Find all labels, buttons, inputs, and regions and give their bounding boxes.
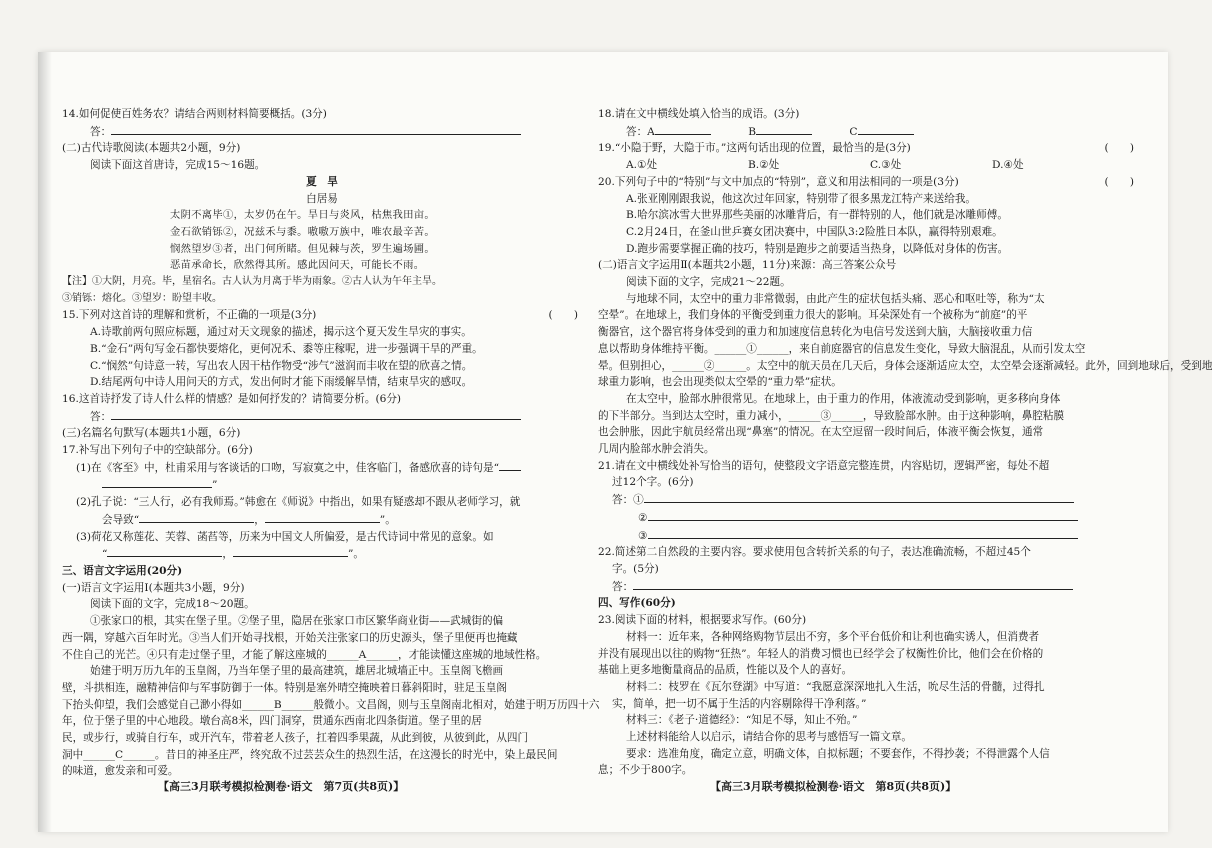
answer-label-1: 答：①	[612, 494, 644, 507]
material-line: 实，简单，把一切不属于生活的内容剔除得干净利落。”	[612, 697, 867, 710]
passage-line: 也会肿胀，因此宇航员经常出现“鼻塞”的情况。在太空逗留一段时间后，体液平衡会恢复，通常	[598, 426, 1044, 439]
question-20-text: 20.下列句子中的“特别”与文中加点的“特别”，意义和用法相同的一项是(3分)	[598, 175, 959, 188]
passage-line: 民，或步行，或骑自行车，或开汽车，带着老人孩子，扛着四季果蔬，从此到彼，从彼到此，从四门	[62, 732, 529, 745]
page-footer-8: 【高三3月联考模拟检测卷·语文 第8页(共8页)】	[710, 780, 957, 793]
poem-author: 白居易	[306, 192, 338, 205]
answer-paren[interactable]: ( )	[548, 309, 578, 322]
q17-item-1-cont	[62, 476, 582, 494]
passage-line: 年，位于堡子里的中心地段。墩台高8米，四门洞穿，贯通东西南北四条街道。堡子里的居	[62, 715, 482, 728]
poem-line: 太阴不离毕①，太岁仍在午。旱日与炎风，枯焦我田亩。	[170, 209, 435, 222]
section-dictation-heading: (三)名篇名句默写(本题共1小题，6分)	[62, 427, 241, 440]
requirement-line: 要求：选准角度，确定立意，明确文体，自拟标题；不要套作，不得抄袭；不得泄露个人信	[626, 747, 1050, 760]
question-15	[62, 307, 582, 324]
reading-intro: 阅读下面的文字，完成18～20题。	[90, 598, 255, 611]
q17-2-close: ”。	[379, 513, 396, 526]
q17-3-close: ”。	[348, 548, 365, 561]
option-b[interactable]: B.②处	[748, 159, 780, 172]
answer-label: 答：	[612, 580, 634, 593]
poem-title: 夏 旱	[306, 175, 338, 188]
answer-line-18	[598, 123, 1138, 141]
answer-line-21-3	[598, 527, 1138, 545]
answer-paren[interactable]: ( )	[1104, 142, 1134, 155]
q17-item-3: (3)荷花又称莲花、芙蓉、菡萏等，历来为中国文人所偏爱，是古代诗词中常见的意象。如	[76, 530, 494, 543]
answer-label: 答：	[90, 125, 112, 138]
option-d[interactable]: D.④处	[992, 159, 1024, 172]
page-footer-7: 【高三3月联考模拟检测卷·语文 第7页(共8页)】	[158, 780, 405, 793]
material-line: 材料一：近年来，各种网络购物节层出不穷，多个平台低价和让利也确实诱人，但消费者	[626, 630, 1040, 643]
answer-blank[interactable]	[111, 123, 521, 135]
option-c: C.“悯然”句诗意一转，写出农人因干枯作物受“涉气”滋润而丰收在望的欣喜之情。	[90, 359, 473, 372]
answer-blank[interactable]	[265, 511, 380, 523]
answer-blank[interactable]	[648, 527, 1078, 539]
question-23: 23.阅读下面的材料，根据要求写作。(60分)	[598, 614, 807, 627]
question-15-text: 15.下列对这首诗的理解和赏析，不正确的一项是(3分)	[62, 309, 317, 322]
question-17: 17.补写出下列句子中的空缺部分。(6分)	[62, 444, 253, 457]
material-line: 材料二：枝罗在《瓦尔登湖》中写道：“我愿意深深地扎入生活，吮尽生活的骨髓，过得扎	[626, 680, 1045, 693]
passage-line: 下抬头仰望，我们会感觉自己渺小得如______B______般微小。文昌阁，则与玉皇阁南北相对，始建于明万历四十六	[62, 698, 600, 711]
answer-label-2: ②	[638, 511, 648, 524]
answer-label: 答：	[90, 410, 112, 423]
q17-1-text: (1)在《客至》中，杜甫采用与客谈话的口吻，写寂寞之中，佳客临门，备感欣喜的诗句是“	[76, 461, 499, 474]
passage-line: 衡器官，这个器官将身体受到的重力和加速度信息转化为电信号发送到大脑，大脑接收重力信	[598, 326, 1033, 339]
poem-note: ③销铄：熔化。③望岁：盼望丰收。	[62, 292, 222, 304]
answer-blank[interactable]	[644, 491, 1074, 503]
option-c[interactable]: C.③处	[870, 159, 902, 172]
answer-line-16	[62, 408, 582, 426]
passage-line: 的味道，愈发亲和可爱。	[62, 765, 179, 778]
material-line: 并没有展现出以往的购物“狂热”。年轻人的消费习惯也已经学会了权衡性价比，他们会在价格的	[598, 647, 1044, 660]
passage-line: 的下半部分。当到达太空时，重力减小，______③______，导致脸部水肿。由于这种影响，鼻腔粘膜	[598, 409, 1065, 422]
option-d: D.跑步需要掌握正确的技巧，特别是跑步之前要适当热身，以降低对身体的伤害。	[626, 242, 1009, 255]
option-c: C.2月24日，在釜山世乒赛女团决赛中，中国队3:2险胜日本队，赢得特别艰难。	[626, 225, 1003, 238]
right-page	[598, 106, 1212, 779]
poem-intro: 阅读下面这首唐诗，完成15～16题。	[90, 159, 266, 172]
subsection-2-heading: (二)语言文字运用Ⅱ(本题共2小题，11分)来源：高三答案公众号	[598, 259, 897, 272]
question-19-text: 19.“小隐于野，大隐于市。”这两句话出现的位置，最恰当的是(3分)	[598, 142, 911, 155]
subsection-1-heading: (一)语言文字运用Ⅰ(本题共3小题，9分)	[62, 581, 245, 594]
question-16: 16.这首诗抒发了诗人什么样的情感？是如何抒发的？请简要分析。(6分)	[62, 392, 402, 405]
answer-blank[interactable]	[633, 578, 1073, 590]
q17-2-open: 会导致“	[102, 513, 140, 526]
poem-line: 恶苗承命长，欣然得其所。感此因问天，可能长不雨。	[170, 259, 425, 272]
answer-blank[interactable]	[139, 511, 254, 523]
option-b: B.哈尔滨冰雪大世界那些美丽的冰雕背后，有一群特别的人，他们就是冰雕师傅。	[626, 209, 1008, 222]
passage-line: 在太空中，脸部水肿很常见。在地球上，由于重力的作用，体液流动受到影响，更多移向身体	[626, 392, 1061, 405]
answer-blank[interactable]	[107, 545, 222, 557]
answer-line-21-1	[598, 491, 1138, 509]
passage-line: 不住自己的光芒。④只有走过堡子里，才能了解这座城的______A______，才能读懂这座城的地域性格。	[62, 648, 547, 661]
answer-label-3: ③	[638, 529, 648, 542]
answer-blank[interactable]	[233, 545, 348, 557]
passage-line: 壁，斗拱相连，融精神信仰与军事防御于一体。特别是塞外晴空掩映着日暮斜阳时，驻足玉皇阁	[62, 681, 507, 694]
answer-blank[interactable]	[499, 459, 521, 471]
reading-intro: 阅读下面的文字，完成21～22题。	[626, 276, 791, 289]
left-page	[62, 106, 600, 780]
question-20	[598, 174, 1138, 191]
question-19	[598, 140, 1138, 157]
blank-c-label: C	[849, 125, 858, 138]
answer-blank-a[interactable]	[655, 123, 711, 135]
question-21: 21.请在文中横线处补写恰当的语句，使整段文字语意完整连贯，内容贴切，逻辑严密，每处不超	[598, 459, 1050, 472]
option-a: A.诗歌前两句照应标题，通过对天文现象的描述，揭示这个夏天发生旱灾的事实。	[90, 326, 472, 339]
question-21-cont: 过12个字。(6分)	[612, 476, 694, 489]
requirement-line: 息；不少于800字。	[598, 764, 693, 777]
question-18: 18.请在文中横线处填入恰当的成语。(3分)	[598, 108, 800, 120]
passage-line: 球重力影响，也会出现类似太空晕的“重力晕”症状。	[598, 376, 842, 389]
question-22-cont: 字。(5分)	[612, 562, 659, 575]
q17-3-open: “	[102, 548, 108, 561]
answer-line-14	[62, 123, 582, 141]
q17-1-close: ”	[212, 479, 218, 492]
option-d: D.结尾两句中诗人用问天的方式，发出何时才能下雨缓解旱情，结束旱灾的感叹。	[90, 376, 473, 389]
material-line: 基础上更多地衡量商品的品质，性能以及个人的喜好。	[598, 664, 853, 677]
material-line: 材料三：《老子·道德经》：“知足不辱，知止不殆。”	[626, 714, 858, 727]
blank-a-label: 答：A	[626, 125, 655, 138]
answer-blank[interactable]	[648, 509, 1078, 521]
answer-blank-b[interactable]	[756, 123, 812, 135]
passage-line: 空晕”。在地球上，我们身体的平衡受到重力很大的影响。耳朵深处有一个被称为“前庭”的平	[598, 309, 1028, 322]
passage-line: 晕。但别担心，______②______。太空中的航天员在几天后，身体会逐渐适应太空，太空晕会逐渐减轻。此外，回到地球后，受到地	[598, 359, 1212, 372]
passage-line: 始建于明万历九年的玉皇阁，乃当年堡子里的最高建筑，雄居北城墙正中。玉皇阁飞檐画	[90, 665, 504, 678]
part-4-heading: 四、写作(60分)	[598, 597, 676, 610]
poem-line: 金石欲销铄②，况兹禾与黍。嗷嗷万族中，唯农最辛苦。	[170, 225, 435, 238]
passage-line: ①张家口的根，其实在堡子里。②堡子里，隐居在张家口市区繁华商业街——武城街的偏	[90, 615, 504, 628]
q17-item-3-cont: “ ， ”。	[62, 545, 582, 563]
option-a[interactable]: A.①处	[626, 159, 658, 172]
answer-line-22	[598, 578, 1138, 596]
requirement-line: 上述材料能给人以启示，请结合你的思考与感悟写一篇文章。	[626, 731, 913, 744]
answer-blank[interactable]	[102, 476, 212, 488]
blank-b-label: B	[748, 125, 757, 138]
answer-blank[interactable]	[111, 408, 521, 420]
poem-note: 【注】①大阴，月亮。毕，星宿名。古人认为月离于毕为雨象。②古人认为午年主旱。	[62, 276, 442, 288]
passage-line: 洞中______C______。昔日的神圣庄严，终究敌不过芸芸众生的热烈生活，在这漫长的时光中，染上最民间	[62, 748, 558, 761]
passage-line: 息以帮助身体维持平衡。______①______，来自前庭器官的信息发生变化，导致大脑混乱，从而引发太空	[598, 342, 1086, 355]
q17-item-2-cont: 会导致“ ， ”。	[62, 511, 582, 529]
section-poetry-heading: (二)古代诗歌阅读(本题共2小题，9分)	[62, 142, 241, 155]
option-a: A.张亚刚刚跟我说，他这次过年回家，特别带了很多黑龙江特产来送给我。	[626, 192, 977, 205]
q17-item-1	[62, 459, 582, 477]
q19-options	[598, 157, 1138, 174]
question-22: 22.简述第二自然段的主要内容。要求使用包含转折关系的句子，表达准确流畅，不超过45个	[598, 546, 1031, 559]
q17-item-2: (2)孔子说：“三人行，必有我师焉。”韩愈在《师说》中指出，如果有疑惑却不跟从老师学习，就	[76, 496, 521, 509]
passage-line: 与地球不同，太空中的重力非常微弱，由此产生的症状包括头痛、恶心和呕吐等，称为“太	[626, 292, 1045, 305]
answer-blank-c[interactable]	[858, 123, 914, 135]
passage-line: 西一隅，穿越六百年时光。③当人们开始寻找根，开始关注张家口的历史源头，堡子里便再也掩藏	[62, 631, 518, 644]
question-14: 14.如何促使百姓务农？请结合两则材料简要概括。(3分)	[62, 108, 327, 120]
scan-shadow-edge	[38, 52, 52, 832]
part-3-heading: 三、语言文字运用(20分)	[62, 564, 183, 577]
answer-line-21-2	[598, 509, 1138, 527]
poem-line: 悯然望岁③者，出门何所睹。但见棘与茨，罗生遍场圃。	[170, 242, 435, 255]
passage-line: 几周内脸部水肿会消失。	[598, 443, 715, 456]
option-b: B.“金石”两句写金石都快要熔化，更何况禾、黍等庄稼呢，进一步强调干旱的严重。	[90, 342, 483, 355]
answer-paren[interactable]: ( )	[1104, 175, 1134, 188]
